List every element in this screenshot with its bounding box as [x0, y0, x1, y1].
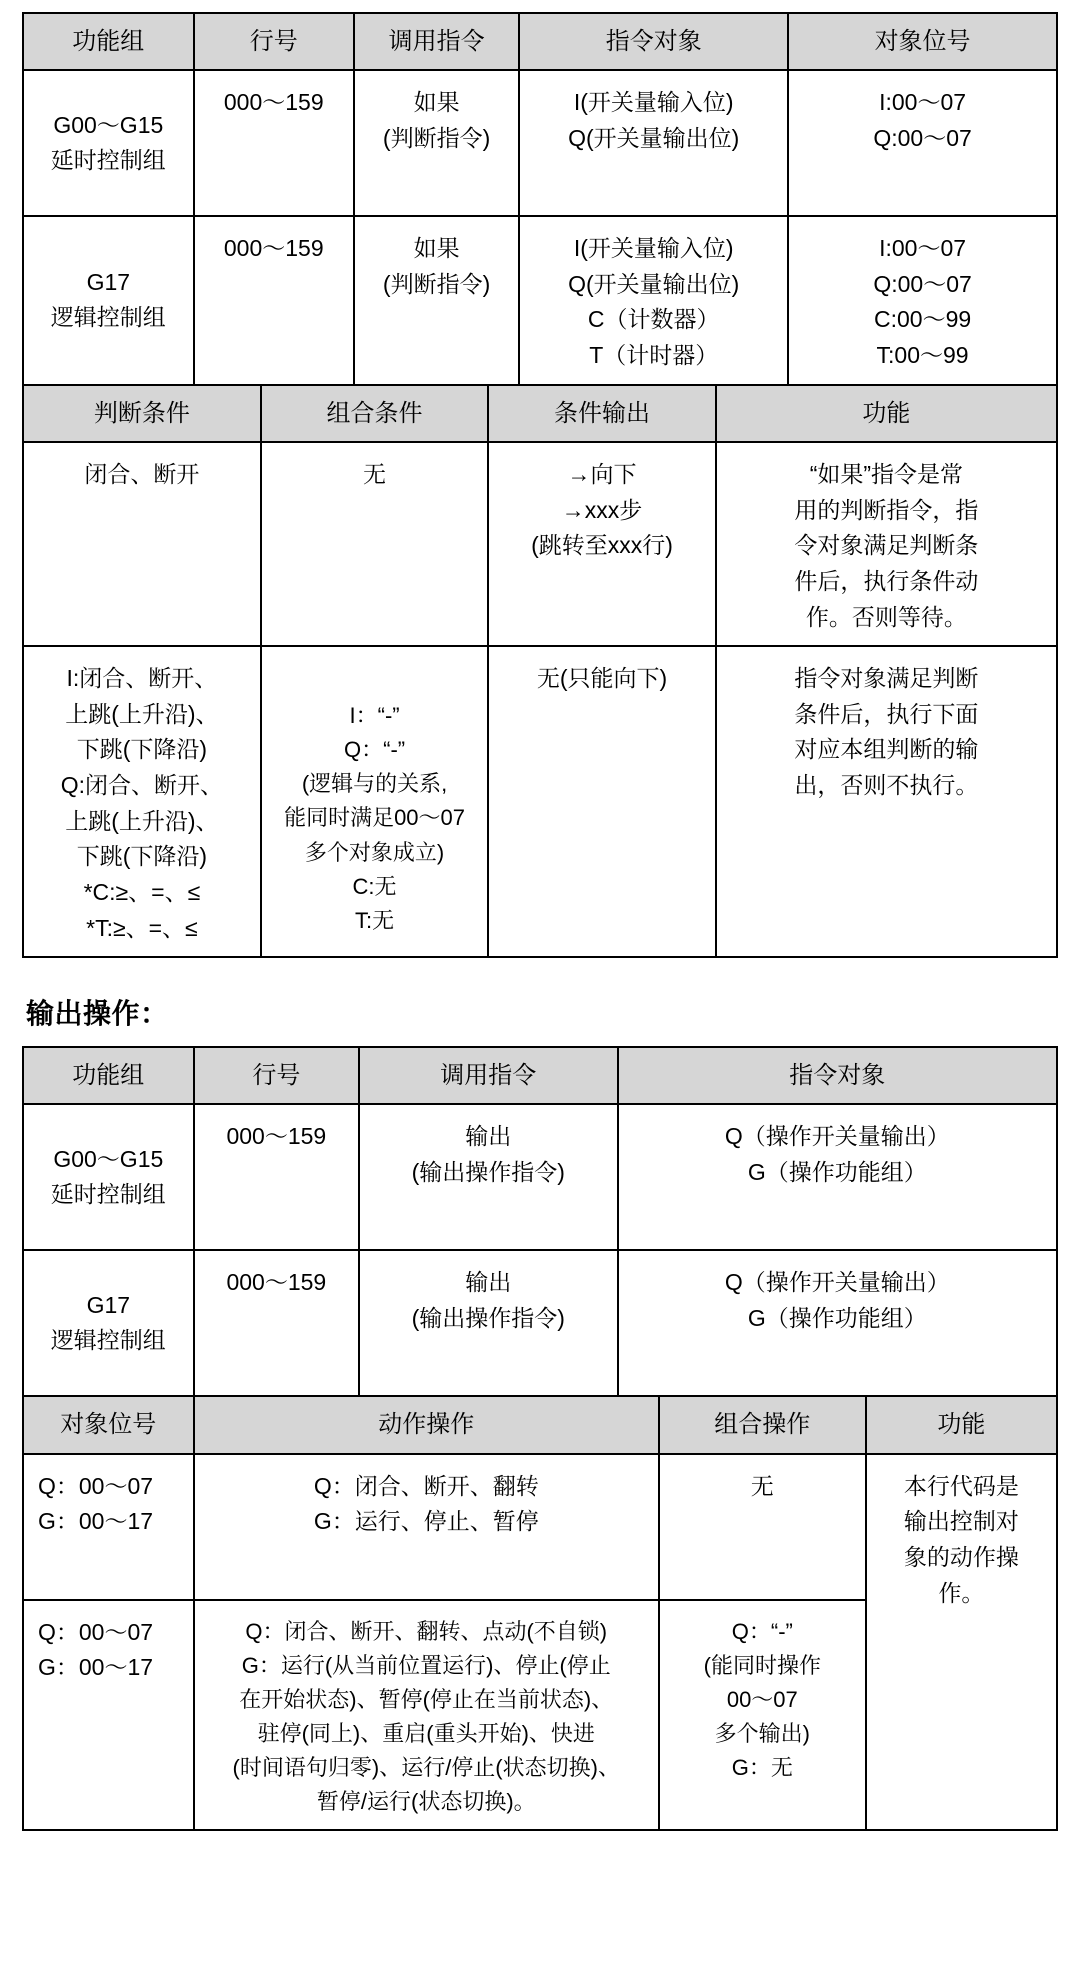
text-line: 输出: [465, 1123, 512, 1150]
text-line: Q:00～07: [873, 124, 972, 151]
text-line: G：00～17: [38, 1508, 154, 1535]
cell-line-number: [194, 70, 354, 216]
text-line: 驻停(同上)、重启(重头开始)、快进: [257, 1720, 595, 1746]
text-line: 无: [363, 460, 387, 487]
cell-line-number: [194, 1104, 359, 1250]
col-header-call-instruction: 调用指令: [359, 1047, 618, 1104]
cell-function-group: [23, 1250, 194, 1396]
output-instruction-table-part2: [22, 1395, 1058, 1831]
text-line: 000～159: [226, 1123, 327, 1150]
text-line: Q：“-”: [731, 1618, 793, 1644]
text-line: 000～159: [223, 235, 324, 262]
table-row: [23, 646, 1057, 957]
table-header-row: [23, 13, 1057, 70]
text-line: Q（操作开关量输出）: [724, 1123, 950, 1150]
cell-call-instruction: [354, 70, 519, 216]
text-line: (跳转至xxx行): [531, 532, 673, 559]
text-line: (时间语句归零)、运行/停止(状态切换)、: [232, 1755, 620, 1781]
text-line: 本行代码是: [903, 1472, 1019, 1499]
text-line: G：运行(从当前位置运行)、停止(停止: [241, 1652, 611, 1678]
text-line: I：“-”: [349, 703, 400, 729]
text-line: T（计时器）: [589, 342, 719, 369]
text-line: 令对象满足判断条: [794, 532, 979, 559]
col-header-line-number: 行号: [194, 1047, 359, 1104]
text-line: G17: [86, 268, 131, 295]
text-line: Q：“-”: [344, 737, 406, 763]
text-line: G：00～17: [38, 1654, 154, 1681]
text-line: Q：闭合、断开、翻转、点动(不自锁): [245, 1618, 608, 1644]
judge-instruction-table-part2: [22, 384, 1058, 959]
text-line: G00～G15: [53, 111, 164, 138]
text-line: 如果: [413, 235, 460, 262]
text-line: 00～07: [726, 1686, 798, 1712]
text-line: Q:闭合、断开、: [60, 772, 224, 799]
col-header-function: 功能: [866, 1396, 1057, 1453]
text-line: C（计数器）: [587, 306, 720, 333]
text-line: 作。否则等待。: [805, 603, 967, 630]
col-header-call-instruction: 调用指令: [354, 13, 519, 70]
cell-object-bit: [23, 1454, 194, 1600]
cell-line-number: [194, 1250, 359, 1396]
text-line: 暂停/运行(状态切换)。: [316, 1789, 536, 1815]
text-line: T:00～99: [876, 342, 969, 369]
text-line: 逻辑控制组: [50, 1327, 166, 1354]
col-header-action-operation: 动作操作: [194, 1396, 659, 1453]
text-line: Q(开关量输出位): [568, 124, 740, 151]
text-line: Q(开关量输出位): [568, 270, 740, 297]
cell-function: [866, 1454, 1057, 1831]
cell-judge-condition: [23, 442, 261, 646]
col-header-judge-condition: 判断条件: [23, 385, 261, 442]
cell-object-bit: [23, 1600, 194, 1831]
text-line: *T:≥、=、≤: [86, 914, 198, 941]
text-line: (能同时操作: [703, 1652, 821, 1678]
text-line: (判断指令): [382, 124, 491, 151]
text-line: →xxx步: [561, 496, 643, 523]
text-line: Q：00～07: [38, 1618, 154, 1645]
text-line: G（操作功能组）: [747, 1305, 927, 1332]
text-line: G00～G15: [53, 1145, 164, 1172]
text-line: 如果: [413, 89, 460, 116]
table-header-row: [23, 385, 1057, 442]
cell-instruction-object: [519, 216, 788, 385]
col-header-function: 功能: [716, 385, 1057, 442]
col-header-function-group: 功能组: [23, 1047, 194, 1104]
text-line: (判断指令): [382, 270, 491, 297]
text-line: Q（操作开关量输出）: [724, 1269, 950, 1296]
text-line: 象的动作操: [903, 1543, 1019, 1570]
section-title-output-operation: 输出操作：: [26, 998, 169, 1030]
text-line: 输出: [465, 1269, 512, 1296]
text-line: G：运行、停止、暂停: [313, 1508, 539, 1535]
cell-action-operation: [194, 1454, 659, 1600]
text-line: Q：闭合、断开、翻转: [313, 1472, 539, 1499]
table-header-row: [23, 1047, 1057, 1104]
text-line: 无(只能向下): [536, 665, 668, 692]
text-line: G（操作功能组）: [747, 1159, 927, 1186]
col-header-combo-condition: 组合条件: [261, 385, 488, 442]
cell-object-bit: [788, 70, 1057, 216]
text-line: “如果”指令是常: [809, 460, 964, 487]
text-line: I:00～07: [879, 235, 967, 262]
text-line: I(开关量输入位): [573, 89, 734, 116]
cell-combo-condition: [261, 442, 488, 646]
cell-call-instruction: [359, 1250, 618, 1396]
text-line: 下跳(下降沿): [76, 843, 208, 870]
text-line: (输出操作指令): [411, 1305, 565, 1332]
text-line: 出，否则不执行。: [794, 772, 979, 799]
col-header-line-number: 行号: [194, 13, 354, 70]
cell-function: [716, 442, 1057, 646]
text-line: 指令对象满足判断: [794, 665, 979, 692]
cell-function-group: [23, 216, 194, 385]
text-line: G17: [86, 1291, 131, 1318]
text-line: I:闭合、断开、: [66, 665, 218, 692]
cell-action-operation: [194, 1600, 659, 1831]
text-line: I:00～07: [879, 89, 967, 116]
cell-combo-operation: [659, 1454, 866, 1600]
text-line: 对应本组判断的输: [794, 736, 979, 763]
col-header-object-bit: 对象位号: [23, 1396, 194, 1453]
text-line: I(开关量输入位): [573, 235, 734, 262]
text-line: 000～159: [226, 1269, 327, 1296]
col-header-instruction-object: 指令对象: [618, 1047, 1057, 1104]
cell-judge-condition: [23, 646, 261, 957]
col-header-combo-operation: 组合操作: [659, 1396, 866, 1453]
cell-function-group: [23, 1104, 194, 1250]
text-line: 多个对象成立): [304, 839, 445, 865]
text-line: 上跳(上升沿)、: [65, 700, 219, 727]
text-line: 上跳(上升沿)、: [65, 807, 219, 834]
table-row: [23, 1250, 1057, 1396]
cell-instruction-object: [618, 1104, 1057, 1250]
text-line: 输出控制对: [903, 1508, 1019, 1535]
judge-instruction-table-part1: [22, 12, 1058, 386]
cell-condition-output: [488, 442, 715, 646]
table-row: [23, 216, 1057, 385]
text-line: C:无: [352, 873, 397, 899]
text-line: 用的判断指令，指: [794, 496, 979, 523]
text-line: →向下: [567, 460, 637, 487]
col-header-instruction-object: 指令对象: [519, 13, 788, 70]
cell-object-bit: [788, 216, 1057, 385]
text-line: 件后，执行条件动: [794, 567, 979, 594]
cell-line-number: [194, 216, 354, 385]
text-line: C:00～99: [873, 306, 972, 333]
text-line: (逻辑与的关系,: [301, 771, 448, 797]
cell-call-instruction: [359, 1104, 618, 1250]
text-line: Q：00～07: [38, 1472, 154, 1499]
col-header-object-bit: 对象位号: [788, 13, 1057, 70]
text-line: Q:00～07: [873, 270, 972, 297]
table-row: [23, 442, 1057, 646]
text-line: 000～159: [223, 89, 324, 116]
text-line: 延时控制组: [50, 147, 166, 174]
text-line: 在开始状态)、暂停(停止在当前状态)、: [239, 1686, 614, 1712]
cell-instruction-object: [618, 1250, 1057, 1396]
cell-combo-condition: [261, 646, 488, 957]
table-row: [23, 70, 1057, 216]
text-line: 延时控制组: [50, 1181, 166, 1208]
text-line: *C:≥、=、≤: [83, 878, 201, 905]
cell-combo-operation: [659, 1600, 866, 1831]
text-line: 无: [750, 1472, 774, 1499]
cell-condition-output: [488, 646, 715, 957]
text-line: 多个输出): [714, 1720, 810, 1746]
text-line: 逻辑控制组: [50, 304, 166, 331]
cell-function: [716, 646, 1057, 957]
text-line: T:无: [354, 907, 395, 933]
table-row: [23, 1104, 1057, 1250]
text-line: G：无: [731, 1755, 793, 1781]
cell-instruction-object: [519, 70, 788, 216]
judge-instruction-table-wrapper: [22, 12, 1058, 958]
text-line: 能同时满足00～07: [284, 805, 466, 831]
text-line: 下跳(下降沿): [76, 736, 208, 763]
text-line: 闭合、断开: [84, 460, 200, 487]
col-header-function-group: 功能组: [23, 13, 194, 70]
table-row: [23, 1454, 1057, 1600]
col-header-condition-output: 条件输出: [488, 385, 715, 442]
output-instruction-table-wrapper: [22, 1046, 1058, 1831]
output-instruction-table-part1: [22, 1046, 1058, 1397]
cell-call-instruction: [354, 216, 519, 385]
text-line: (输出操作指令): [411, 1159, 565, 1186]
table-header-row: [23, 1396, 1057, 1453]
text-line: 作。: [938, 1579, 985, 1606]
cell-function-group: [23, 70, 194, 216]
text-line: 条件后，执行下面: [794, 700, 979, 727]
